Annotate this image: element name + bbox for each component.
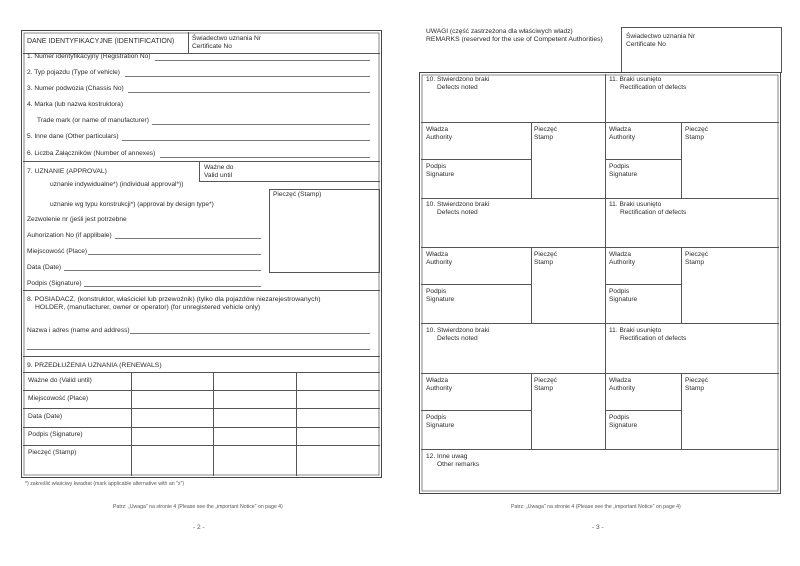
stamp-label: Pieczęć (Stamp) <box>273 191 322 198</box>
right-page-frame <box>419 72 781 494</box>
stamp-label: Pieczęć <box>534 126 558 133</box>
authority-sub: Authority <box>426 259 453 266</box>
divider <box>188 32 189 53</box>
field-manufacturer-label: Trade mark (or name of manufacturer) <box>37 117 149 124</box>
signature-sub: Signature <box>426 171 455 178</box>
valid-until-label-en: Valid until <box>204 172 233 179</box>
manufacturer-input-line[interactable] <box>152 124 370 125</box>
signature-sub: Signature <box>426 296 455 303</box>
renewal-signature-label: Podpis (Signature) <box>28 431 83 438</box>
right-certificate-label-pl: Świadectwo uznania Nr <box>626 33 695 40</box>
divider <box>421 198 779 199</box>
authority-sub: Authority <box>609 259 636 266</box>
chassis-input-line[interactable] <box>128 92 370 93</box>
signature-label: Podpis <box>426 414 447 421</box>
divider <box>681 373 682 449</box>
divider <box>421 284 531 285</box>
defects-rectified-label: 11. Braki usunięto <box>609 327 662 334</box>
other-particulars-input-line[interactable] <box>122 140 370 141</box>
divider <box>199 161 200 181</box>
defects-noted-label: 10. Stwierdzono braki <box>426 327 490 334</box>
field-annexes-label: 6. Liczba Załączników (Number of annexes) <box>27 150 156 157</box>
remarks-subtitle: REMARKS (reserved for the use of Competent Authorities) <box>426 36 603 43</box>
defects-rectified-sub: Rectification of defects <box>620 209 687 216</box>
field-other-particulars-label: 5. Inne dane (Other particulars) <box>27 133 119 140</box>
approval-individual-label: uznanie indywidualne*) (individual approval*)) <box>50 181 184 188</box>
approval-design-label: uznanie wg typu konstrukcji*) (approval by design type*) <box>50 201 214 208</box>
stamp-sub: Stamp <box>534 385 554 392</box>
page-note: Patrz: „Uwaga" na stronie 4 (Please see the „important Notice" on page 4) <box>511 504 681 510</box>
signature-sub: Signature <box>609 422 638 429</box>
field-vehicle-type-label: 2. Typ pojazdu (Type of vehicle) <box>27 69 120 76</box>
footnote: *) zakreślić właściwy kwadrat (mark applicable alternative with an "x") <box>25 481 185 487</box>
section8-subtitle: HOLDER, (manufacturer, owner or operator) (for unregistered vehicle only) <box>35 304 261 311</box>
date-input-line[interactable] <box>64 270 261 271</box>
table-col-line <box>296 372 297 476</box>
stamp-label: Pieczęć <box>534 251 558 258</box>
stamp-sub: Stamp <box>534 259 554 266</box>
divider <box>421 122 779 123</box>
certificate-label-en: Certificate No <box>192 43 232 50</box>
stamp-label: Pieczęć <box>685 251 709 258</box>
certificate-label-pl: Świadectwo uznania Nr <box>192 35 261 42</box>
renewal-valid-until-label: Ważne do (Valid until) <box>28 377 92 384</box>
defects-noted-sub: Defects noted <box>437 84 478 91</box>
table-row-line <box>23 445 380 446</box>
stamp-label: Pieczęć <box>685 126 709 133</box>
divider <box>531 373 532 449</box>
stamp-sub: Stamp <box>685 134 705 141</box>
authority-label: Władza <box>426 377 448 384</box>
divider <box>421 449 779 450</box>
signature-sub: Signature <box>426 422 455 429</box>
date-label: Data (Date) <box>27 264 62 271</box>
defects-noted-label: 10. Stwierdzono braki <box>426 76 490 83</box>
name-address-input-line[interactable] <box>130 333 370 334</box>
table-col-line <box>213 372 214 476</box>
other-remarks-label: 12. Inne uwag <box>426 453 468 460</box>
remarks-title: UWAGI (część zastrzeżona dla właściwych władz) <box>426 28 573 35</box>
right-certificate-label-en: Certificate No <box>626 41 666 48</box>
signature-input-line[interactable] <box>84 286 261 287</box>
valid-until-label-pl: Ważne do <box>204 164 234 171</box>
place-input-line[interactable] <box>88 254 261 255</box>
signature-sub: Signature <box>609 171 638 178</box>
table-col-line <box>131 372 132 476</box>
divider <box>421 323 779 324</box>
divider <box>23 161 380 162</box>
stamp-label: Pieczęć <box>685 377 709 384</box>
signature-label: Podpis <box>609 163 630 170</box>
signature-sub: Signature <box>609 296 638 303</box>
defects-noted-sub: Defects noted <box>437 209 478 216</box>
signature-label: Podpis (Signature) <box>27 280 82 287</box>
authorization-label-en: Auhorization No (if applibale) <box>27 232 112 239</box>
renewal-place-label: Miejscowość (Place) <box>28 395 89 402</box>
defects-noted-sub: Defects noted <box>437 335 478 342</box>
defects-noted-label: 10. Stwierdzono braki <box>426 201 490 208</box>
divider <box>605 284 681 285</box>
table-row-line <box>23 408 380 409</box>
defects-rectified-sub: Rectification of defects <box>620 84 687 91</box>
divider <box>681 247 682 323</box>
page-number: - 2 - <box>193 524 205 531</box>
annexes-input-line[interactable] <box>160 157 370 158</box>
divider <box>199 181 380 182</box>
registration-input-line[interactable] <box>155 60 370 61</box>
divider <box>421 247 779 248</box>
stamp-sub: Stamp <box>685 385 705 392</box>
divider <box>605 410 681 411</box>
renewal-stamp-label: Pieczęć (Stamp) <box>28 449 77 456</box>
authorization-input-line[interactable] <box>115 238 261 239</box>
divider <box>23 290 380 291</box>
divider <box>421 159 531 160</box>
stamp-sub: Stamp <box>534 134 554 141</box>
defects-rectified-label: 11. Braki usunięto <box>609 201 662 208</box>
field-trade-mark-label: 4. Marka (lub nazwa kostruktora) <box>27 101 124 108</box>
authority-label: Władza <box>426 251 448 258</box>
section9-title: 9. PRZEDŁUŻENIA UZNANIA (RENEWALS) <box>27 362 162 369</box>
divider <box>23 372 380 373</box>
page-number: - 3 - <box>592 524 604 531</box>
authority-sub: Authority <box>609 385 636 392</box>
authorization-label-pl: Zezwolenie nr (jeśli jest potrzebne <box>27 216 127 223</box>
name-address-label: Nazwa i adres (name and address) <box>27 327 130 334</box>
vehicle-type-input-line[interactable] <box>125 76 370 77</box>
authority-label: Władza <box>609 251 631 258</box>
signature-label: Podpis <box>426 288 447 295</box>
section8-title: 8. POSIADACZ, (konstruktor, właściciel lub przewoźnik) (tylko dla pojazdów niezarejestrowanych) <box>27 296 321 303</box>
field-registration-label: 1. Numer identyfikacyjny (Registration No) <box>27 53 151 60</box>
stamp-box[interactable] <box>269 189 380 273</box>
divider <box>421 373 779 374</box>
divider <box>23 356 380 357</box>
section1-title: DANE IDENTYFIKACYJNE (IDENTIFICATION) <box>27 38 175 45</box>
divider <box>531 122 532 198</box>
divider <box>681 122 682 198</box>
place-label: Miejscowość (Place) <box>27 248 88 255</box>
authority-label: Władza <box>426 126 448 133</box>
page-note: Patrz: „Uwaga" na stronie 4 (Please see the „important Notice" on page 4) <box>113 504 283 510</box>
name-address-input-line-2[interactable] <box>27 349 370 350</box>
authority-sub: Authority <box>426 134 453 141</box>
authority-sub: Authority <box>609 134 636 141</box>
other-remarks-sub: Other remarks <box>437 461 480 468</box>
signature-label: Podpis <box>426 163 447 170</box>
stamp-sub: Stamp <box>685 259 705 266</box>
divider <box>605 74 606 449</box>
defects-rectified-sub: Rectification of defects <box>620 335 687 342</box>
table-row-line <box>23 427 380 428</box>
signature-label: Podpis <box>609 288 630 295</box>
field-chassis-label: 3. Numer podwozia (Chassis No) <box>27 85 124 92</box>
authority-label: Władza <box>609 126 631 133</box>
section7-title: 7. UZNANIE (APPROVAL) <box>27 168 107 175</box>
defects-rectified-label: 11. Braki usunięto <box>609 76 662 83</box>
authority-label: Władza <box>609 377 631 384</box>
stamp-label: Pieczęć <box>534 377 558 384</box>
divider <box>531 247 532 323</box>
signature-label: Podpis <box>609 414 630 421</box>
table-row-line <box>23 390 380 391</box>
divider <box>421 410 531 411</box>
authority-sub: Authority <box>426 385 453 392</box>
divider <box>605 159 681 160</box>
renewal-date-label: Data (Date) <box>28 413 63 420</box>
